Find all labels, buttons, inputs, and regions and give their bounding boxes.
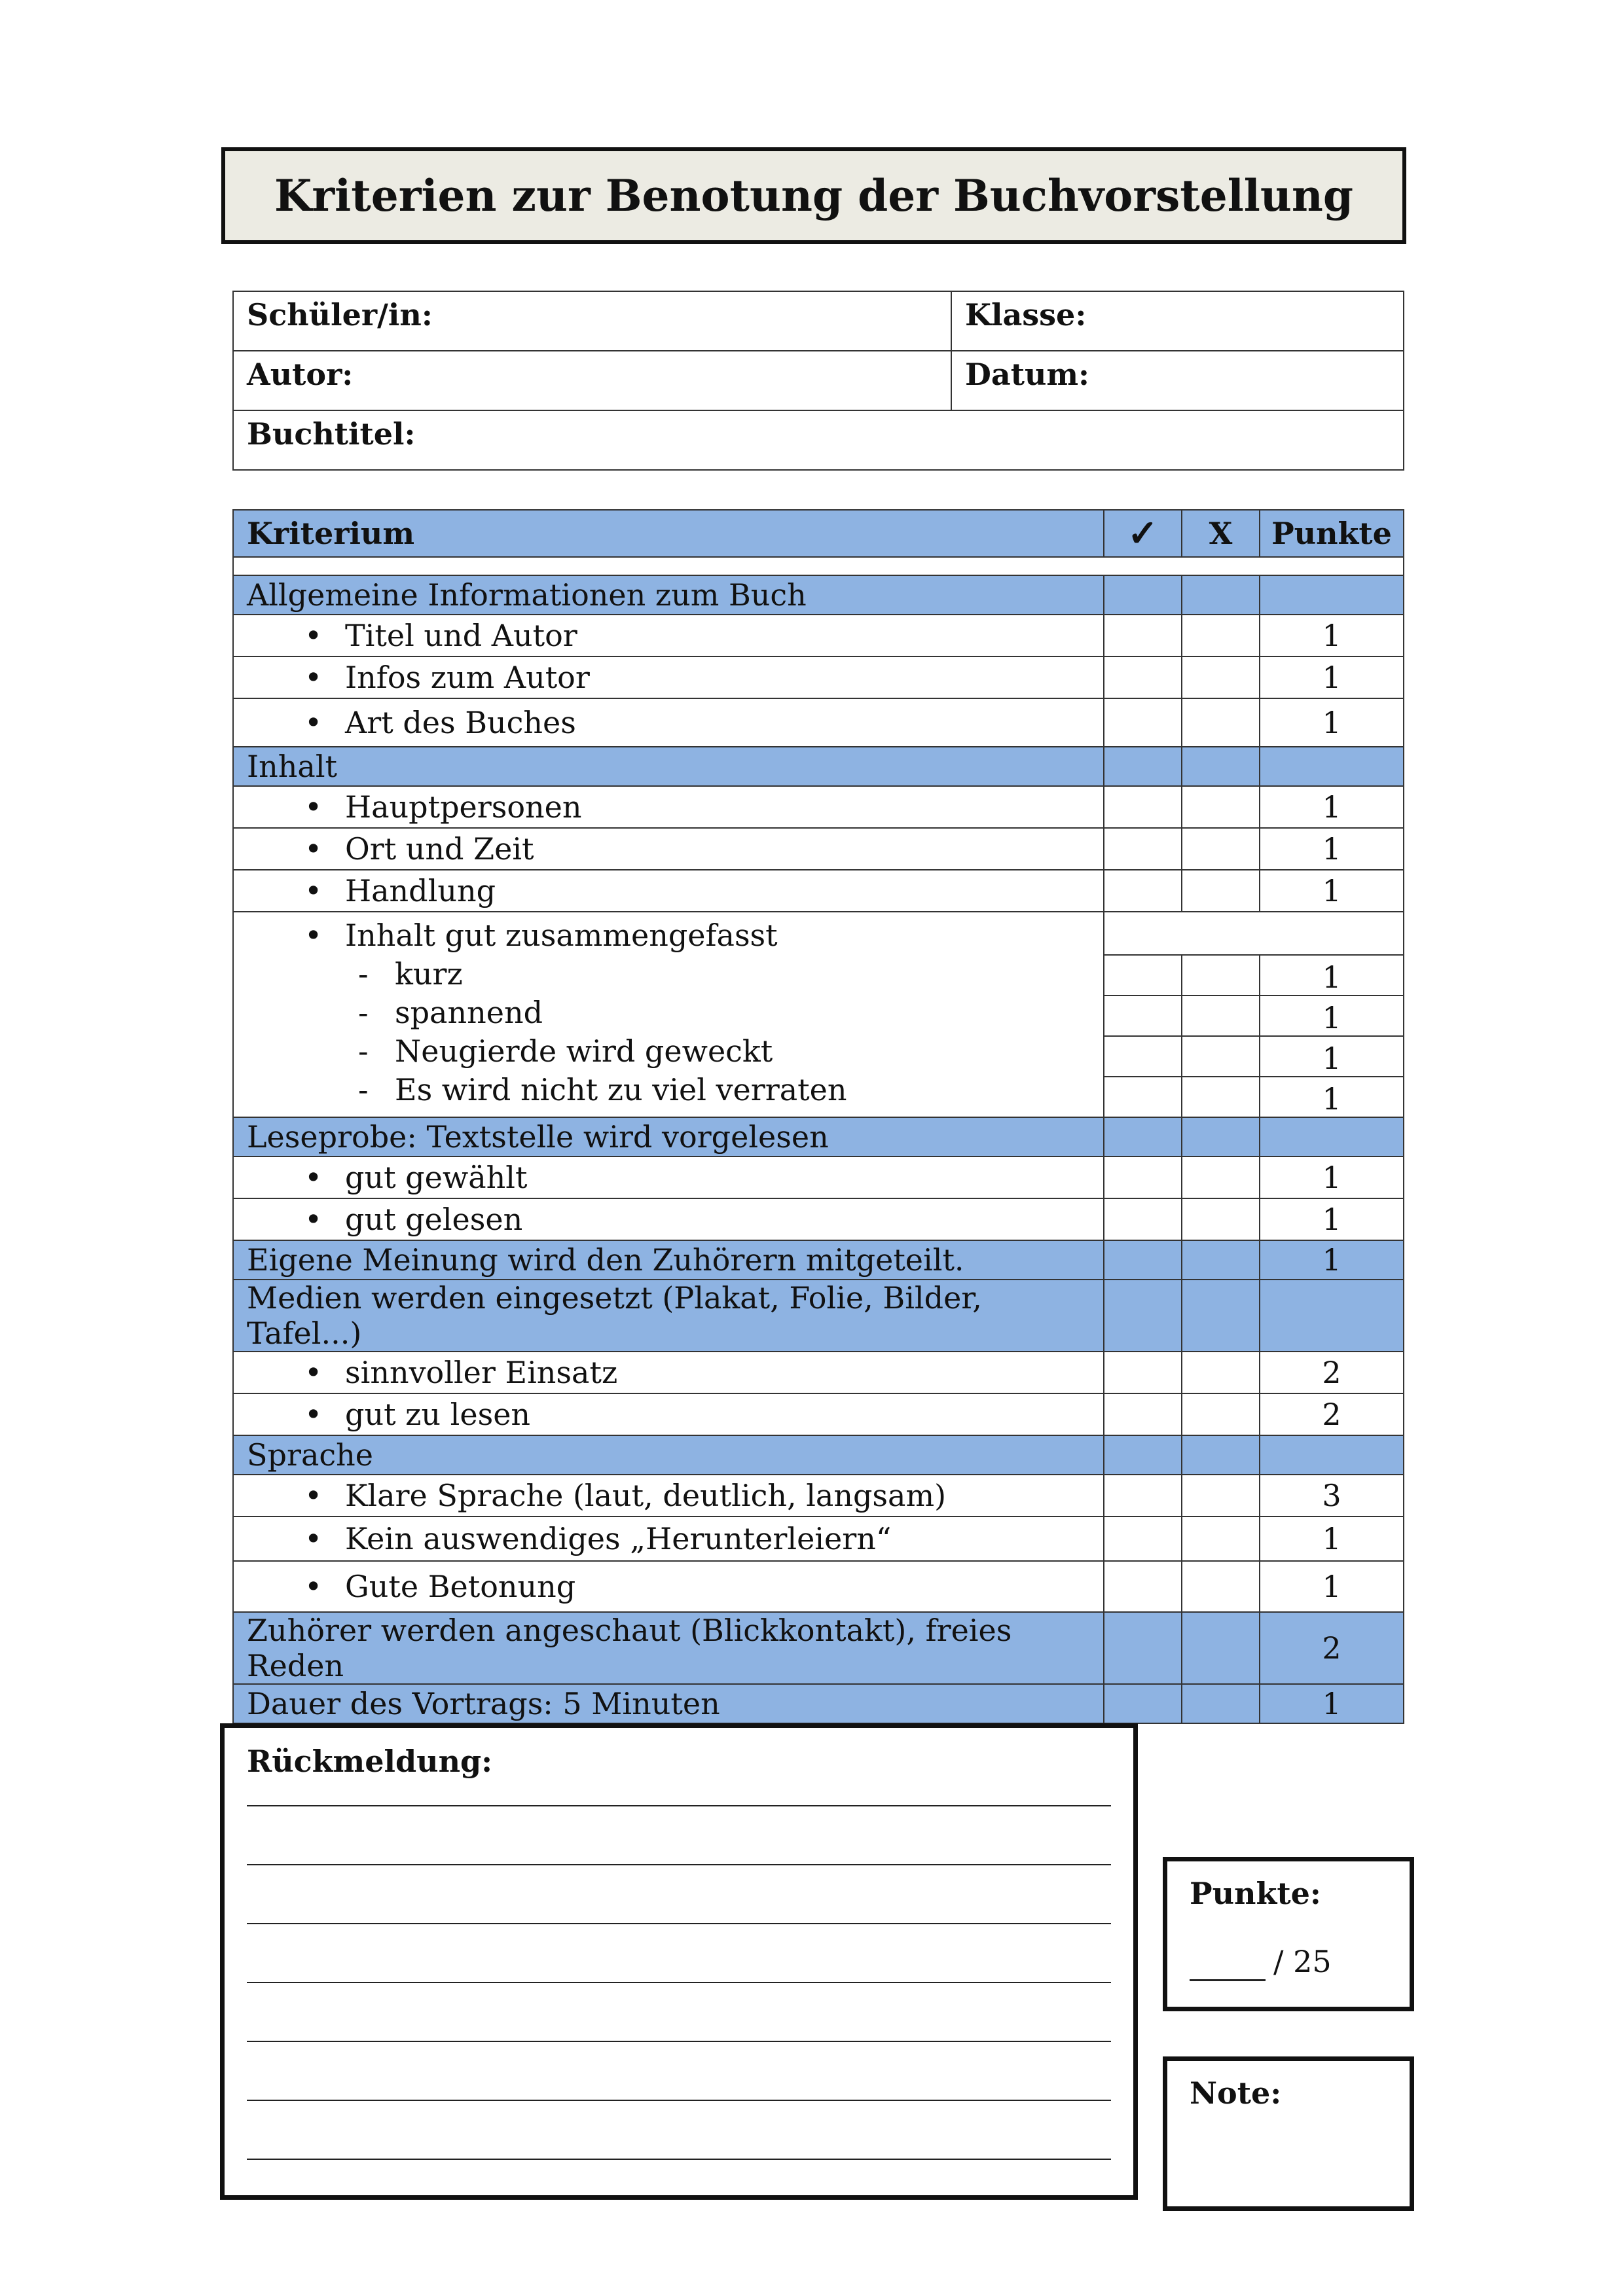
check-cell[interactable]	[1104, 1077, 1182, 1117]
criterion-label: Ort und Zeit	[345, 831, 534, 867]
check-cell[interactable]	[1104, 1475, 1182, 1516]
points-cell: 1	[1260, 1077, 1404, 1117]
check-cell[interactable]	[1104, 1516, 1182, 1561]
x-cell[interactable]	[1182, 575, 1260, 615]
bullet-icon: •	[304, 1355, 323, 1390]
dash-icon: -	[358, 1033, 369, 1069]
dash-icon: -	[358, 956, 369, 992]
criterion-row	[233, 786, 1404, 828]
criterion-label: Titel und Autor	[345, 618, 577, 653]
info-row	[233, 410, 1404, 470]
section-row	[233, 1240, 1404, 1280]
points-cell: 1	[1260, 1157, 1404, 1198]
x-cell[interactable]	[1182, 1077, 1260, 1117]
criterion-row	[233, 1516, 1404, 1561]
check-cell[interactable]	[1104, 656, 1182, 698]
grade-label: Note:	[1190, 2075, 1282, 2111]
score-field[interactable]	[1190, 1944, 1266, 1981]
x-cell[interactable]	[1182, 1684, 1260, 1723]
criterion-label: gut gewählt	[345, 1160, 528, 1195]
student-field[interactable]: Schüler/in:	[233, 291, 951, 351]
col-header-criterion: Kriterium	[233, 510, 1104, 557]
feedback-box	[220, 1723, 1138, 2200]
points-cell	[1260, 1435, 1404, 1475]
check-cell[interactable]	[1104, 1157, 1182, 1198]
points-cell: 1	[1260, 1036, 1404, 1077]
col-header-x: X	[1182, 510, 1260, 557]
feedback-line[interactable]	[247, 1983, 1111, 2042]
sub-criterion-label: spannend	[395, 995, 543, 1030]
points-cell: 1	[1260, 786, 1404, 828]
section-row	[233, 1684, 1404, 1723]
x-cell[interactable]	[1182, 1393, 1260, 1435]
section-label: Allgemeine Informationen zum Buch	[233, 575, 1104, 615]
bullet-icon: •	[304, 918, 323, 953]
check-cell[interactable]	[1104, 1684, 1182, 1723]
x-cell[interactable]	[1182, 1198, 1260, 1240]
x-cell[interactable]	[1182, 1036, 1260, 1077]
check-cell[interactable]	[1104, 698, 1182, 747]
bullet-icon: •	[304, 873, 323, 908]
score-total: / 25	[1273, 1944, 1332, 1979]
info-row	[233, 291, 1404, 351]
check-cell[interactable]	[1104, 747, 1182, 786]
section-row	[233, 575, 1404, 615]
check-cell[interactable]	[1104, 1393, 1182, 1435]
criteria-table	[232, 509, 1404, 1724]
criteria-header-row	[233, 510, 1404, 557]
points-cell: 1	[1260, 1684, 1404, 1723]
x-cell[interactable]	[1182, 1157, 1260, 1198]
points-cell: 1	[1260, 870, 1404, 912]
criterion-row	[233, 615, 1404, 656]
x-cell[interactable]	[1182, 1612, 1260, 1684]
page-title: Kriterien zur Benotung der Buchvorstellung	[221, 147, 1406, 244]
points-cell	[1260, 747, 1404, 786]
feedback-line[interactable]	[247, 1865, 1111, 1924]
criterion-label: Hauptpersonen	[345, 789, 582, 825]
section-label: Leseprobe: Textstelle wird vorgelesen	[233, 1117, 1104, 1157]
criterion-label: sinnvoller Einsatz	[345, 1355, 618, 1390]
bullet-icon: •	[304, 705, 323, 740]
x-cell[interactable]	[1182, 1561, 1260, 1612]
criterion-label: Gute Betonung	[345, 1569, 576, 1604]
points-cell: 2	[1260, 1352, 1404, 1393]
points-cell: 1	[1260, 656, 1404, 698]
x-cell[interactable]	[1182, 1475, 1260, 1516]
points-cell: 2	[1260, 1612, 1404, 1684]
section-label: Zuhörer werden angeschaut (Blickkontakt), freies Reden	[233, 1612, 1104, 1684]
points-cell: 1	[1260, 1198, 1404, 1240]
check-cell[interactable]	[1104, 1240, 1182, 1280]
criterion-row	[233, 1561, 1404, 1612]
section-label: Medien werden eingesetzt (Plakat, Folie, Bilder, Tafel...)	[233, 1280, 1104, 1352]
book-title-field[interactable]: Buchtitel:	[233, 410, 1404, 470]
sub-criterion-label: Neugierde wird geweckt	[395, 1033, 773, 1069]
points-cell	[1260, 1117, 1404, 1157]
points-cell	[1260, 1280, 1404, 1352]
criterion-label: Kein auswendiges „Herunterleiern“	[345, 1521, 892, 1556]
col-header-check: ✓	[1104, 510, 1182, 557]
criterion-group-row	[233, 912, 1404, 955]
section-row	[233, 1117, 1404, 1157]
x-cell[interactable]	[1182, 1516, 1260, 1561]
points-cell: 1	[1260, 828, 1404, 870]
section-row	[233, 1435, 1404, 1475]
sub-criterion-label: kurz	[395, 956, 463, 992]
grade-box[interactable]	[1163, 2056, 1414, 2211]
x-cell[interactable]	[1182, 1280, 1260, 1352]
section-label: Eigene Meinung wird den Zuhörern mitgeteilt.	[233, 1240, 1104, 1280]
points-cell: 1	[1260, 1516, 1404, 1561]
points-cell: 1	[1260, 698, 1404, 747]
feedback-line[interactable]	[247, 2042, 1111, 2101]
summary-criterion-cell	[233, 912, 1104, 1117]
points-cell: 3	[1260, 1475, 1404, 1516]
criterion-label: Art des Buches	[345, 705, 576, 740]
criterion-label: gut zu lesen	[345, 1397, 531, 1432]
criterion-row	[233, 1475, 1404, 1516]
feedback-line[interactable]	[247, 1806, 1111, 1865]
check-cell[interactable]	[1104, 996, 1182, 1036]
check-cell[interactable]	[1104, 955, 1182, 996]
x-cell[interactable]	[1182, 747, 1260, 786]
student-info-table	[232, 291, 1404, 471]
criterion-label: Handlung	[345, 873, 496, 908]
spacer-row	[233, 557, 1404, 575]
x-cell[interactable]	[1182, 698, 1260, 747]
criterion-row	[233, 1198, 1404, 1240]
section-row	[233, 747, 1404, 786]
bullet-icon: •	[304, 1478, 323, 1513]
bullet-icon: •	[304, 789, 323, 825]
x-cell[interactable]	[1182, 656, 1260, 698]
feedback-line[interactable]	[247, 1924, 1111, 1983]
points-cell: 1	[1260, 1240, 1404, 1280]
check-cell[interactable]	[1104, 1612, 1182, 1684]
x-cell[interactable]	[1182, 615, 1260, 656]
dash-icon: -	[358, 1072, 369, 1107]
section-row	[233, 1612, 1404, 1684]
sub-criterion-label: Es wird nicht zu viel verraten	[395, 1072, 847, 1107]
criterion-row	[233, 656, 1404, 698]
x-cell[interactable]	[1182, 1240, 1260, 1280]
date-field[interactable]: Datum:	[951, 351, 1404, 410]
x-cell[interactable]	[1182, 1352, 1260, 1393]
check-cell[interactable]	[1104, 1280, 1182, 1352]
bullet-icon: •	[304, 618, 323, 653]
section-label: Inhalt	[233, 747, 1104, 786]
check-cell[interactable]	[1104, 1198, 1182, 1240]
x-cell[interactable]	[1182, 1435, 1260, 1475]
criterion-label: Klare Sprache (laut, deutlich, langsam)	[345, 1478, 947, 1513]
check-cell[interactable]	[1104, 1561, 1182, 1612]
check-cell[interactable]	[1104, 786, 1182, 828]
info-row	[233, 351, 1404, 410]
bullet-icon: •	[304, 831, 323, 867]
points-cell	[1260, 575, 1404, 615]
bullet-icon: •	[304, 1397, 323, 1432]
bullet-icon: •	[304, 1521, 323, 1556]
author-field[interactable]: Autor:	[233, 351, 951, 410]
x-cell[interactable]	[1182, 996, 1260, 1036]
x-cell[interactable]	[1182, 955, 1260, 996]
criterion-row	[233, 1393, 1404, 1435]
feedback-line[interactable]	[247, 2101, 1111, 2160]
dash-icon: -	[358, 995, 369, 1030]
points-cell: 2	[1260, 1393, 1404, 1435]
section-label: Sprache	[233, 1435, 1104, 1475]
empty-cell	[1104, 912, 1404, 955]
criterion-row	[233, 828, 1404, 870]
x-cell[interactable]	[1182, 828, 1260, 870]
check-cell[interactable]	[1104, 870, 1182, 912]
criterion-row	[233, 698, 1404, 747]
check-cell[interactable]	[1104, 828, 1182, 870]
section-label: Dauer des Vortrags: 5 Minuten	[233, 1684, 1104, 1723]
bullet-icon: •	[304, 1569, 323, 1604]
criterion-row	[233, 1157, 1404, 1198]
bullet-icon: •	[304, 1160, 323, 1195]
points-cell: 1	[1260, 996, 1404, 1036]
check-cell[interactable]	[1104, 1435, 1182, 1475]
criterion-row	[233, 1352, 1404, 1393]
bullet-icon: •	[304, 1202, 323, 1237]
x-cell[interactable]	[1182, 786, 1260, 828]
check-cell[interactable]	[1104, 1117, 1182, 1157]
check-cell[interactable]	[1104, 615, 1182, 656]
bullet-icon: •	[304, 660, 323, 695]
x-cell[interactable]	[1182, 870, 1260, 912]
check-cell[interactable]	[1104, 1036, 1182, 1077]
feedback-line[interactable]	[247, 1779, 1111, 1806]
feedback-label: Rückmeldung:	[247, 1744, 493, 1779]
score-box	[1163, 1857, 1414, 2011]
class-field[interactable]: Klasse:	[951, 291, 1404, 351]
criterion-row	[233, 870, 1404, 912]
col-header-points: Punkte	[1260, 510, 1404, 557]
check-cell[interactable]	[1104, 575, 1182, 615]
criterion-label: gut gelesen	[345, 1202, 523, 1237]
section-row	[233, 1280, 1404, 1352]
score-label: Punkte:	[1190, 1876, 1321, 1911]
points-cell: 1	[1260, 1561, 1404, 1612]
points-cell: 1	[1260, 955, 1404, 996]
criterion-label: Infos zum Autor	[345, 660, 590, 695]
check-cell[interactable]	[1104, 1352, 1182, 1393]
points-cell: 1	[1260, 615, 1404, 656]
x-cell[interactable]	[1182, 1117, 1260, 1157]
criterion-label: Inhalt gut zusammengefasst	[345, 918, 778, 953]
